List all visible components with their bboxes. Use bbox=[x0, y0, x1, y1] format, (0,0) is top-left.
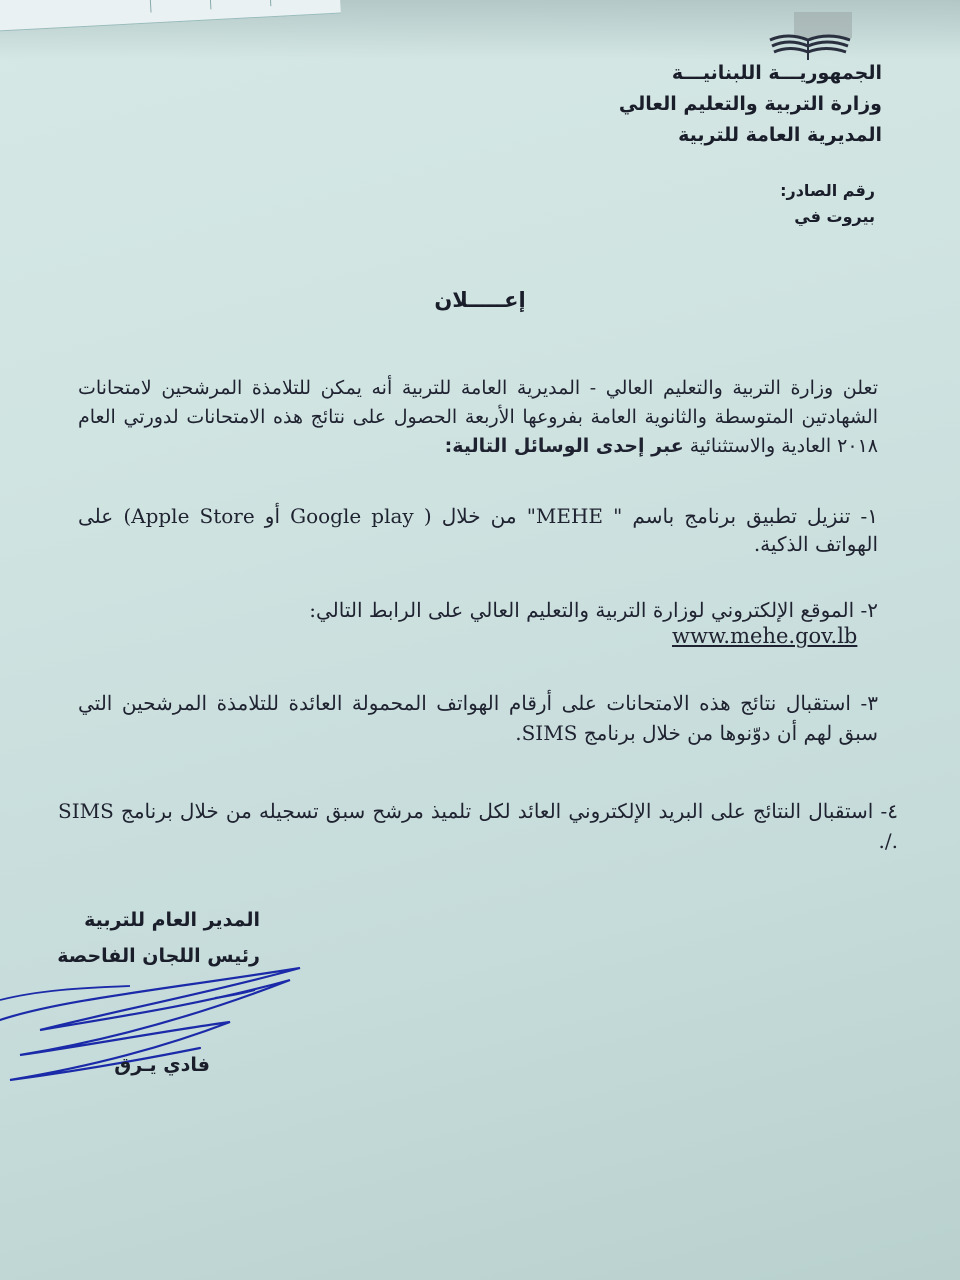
place-date-label: بيروت في bbox=[794, 207, 875, 226]
intro-paragraph bbox=[78, 374, 878, 461]
list-item: ٤- استقبال النتائج على البريد الإلكتروني العائد لكل تلميذ مرشح سبق تسجيله من خلال برنامج SIMS ./. bbox=[58, 799, 898, 853]
letterhead-ministry: وزارة التربية والتعليم العالي bbox=[618, 93, 882, 115]
website-link[interactable]: www.mehe.gov.lb bbox=[672, 624, 858, 648]
signatory-role: رئيس اللجان الفاحصة bbox=[57, 945, 260, 967]
announcement-title: إعـــــلان bbox=[434, 288, 526, 312]
intro-text: تعلن وزارة التربية والتعليم العالي - المديرية العامة للتربية أنه يمكن للتلامذة المرشحين لامتحانات الشهادتين المتوسطة والثانوية العامة بفروعها الأربعة الحصول على نتائج هذه الامتحانات لدورتي العام ٢٠١٨ العادية والاستثنائية bbox=[78, 377, 878, 457]
list-item: ٢- الموقع الإلكتروني لوزارة التربية والتعليم العالي على الرابط التالي: bbox=[309, 598, 878, 622]
list-item: ٣- استقبال نتائج هذه الامتحانات على أرقام الهواتف المحمولة العائدة للتلامذة المرشحين التي سبق لهم أن دوّنوها من خلال برنامج SIMS. bbox=[78, 691, 878, 745]
letterhead-country: الجمهوريـــة اللبنانيـــة bbox=[671, 62, 882, 84]
intro-bold-text: عبر إحدى الوسائل التالية: bbox=[444, 435, 684, 457]
letterhead bbox=[462, 58, 882, 151]
signatory-title: المدير العام للتربية bbox=[84, 909, 260, 931]
reference-block bbox=[575, 178, 875, 230]
list-item: ١- تنزيل تطبيق برنامج باسم " MEHE" من خلال ( Google play أو Apple Store) على الهواتف الذكية. bbox=[78, 504, 878, 556]
signatory-name: فادي يـرق bbox=[114, 1054, 210, 1076]
handwritten-signature-icon bbox=[0, 960, 320, 1100]
letterhead-directorate: المديرية العامة للتربية bbox=[678, 124, 882, 146]
reference-number-label: رقم الصادر: bbox=[780, 181, 875, 200]
